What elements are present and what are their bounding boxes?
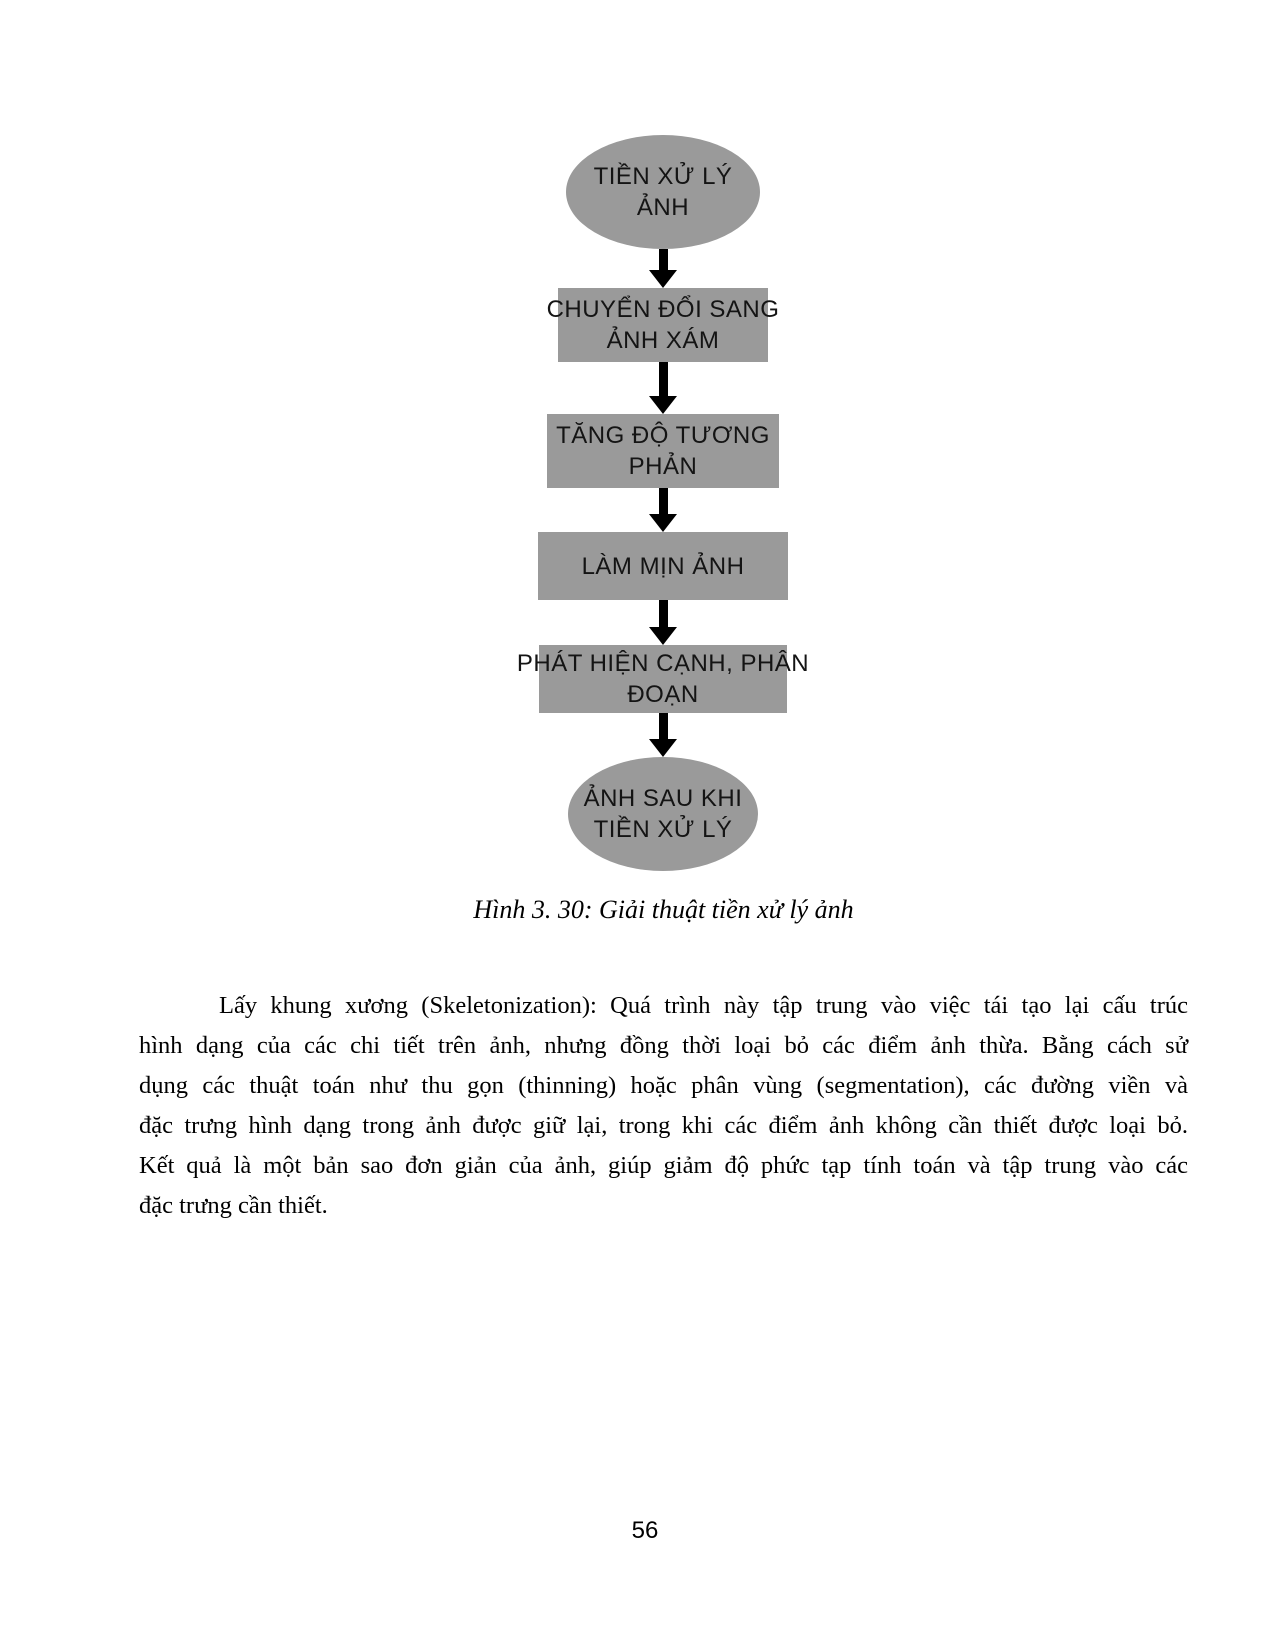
node-label-line: ẢNH	[636, 194, 690, 221]
flowchart-node-smoothing	[538, 532, 788, 600]
node-label-line: ẢNH SAU KHI	[583, 785, 743, 812]
paragraph-line: đặc trưng hình dạng trong ảnh được giữ lại, trong khi các điểm ảnh không cần thiết được loại bỏ.	[139, 1112, 1188, 1139]
arrow-shaft	[659, 249, 668, 270]
page-number: 56	[631, 1517, 659, 1544]
arrow-head	[649, 514, 677, 532]
node-label-line: TĂNG ĐỘ TƯƠNG	[556, 422, 770, 449]
paragraph-line: hình dạng của các chi tiết trên ảnh, nhưng đồng thời loại bỏ các điểm ảnh thừa. Bằng cách sử	[139, 1032, 1188, 1059]
node-label-line: LÀM MỊN ẢNH	[581, 552, 745, 580]
arrow-head	[649, 270, 677, 288]
arrow-down-icon	[649, 600, 677, 645]
arrow-shaft	[659, 600, 668, 627]
figure-caption: Hình 3. 30: Giải thuật tiền xử lý ảnh	[473, 895, 854, 924]
paragraph-line: đặc trưng cần thiết.	[139, 1192, 328, 1219]
node-label-line: CHUYỂN ĐỔI SANG	[546, 296, 780, 323]
flowchart-node-edge-detection	[516, 645, 810, 713]
flowchart-node-contrast	[547, 414, 779, 488]
flowchart-node-grayscale	[546, 288, 780, 362]
arrow-shaft	[659, 488, 668, 514]
arrow-head	[649, 627, 677, 645]
paragraph-line: Kết quả là một bản sao đơn giản của ảnh, giúp giảm độ phức tạp tính toán và tập trung vào các	[139, 1152, 1188, 1179]
node-label-line: ẢNH XÁM	[606, 327, 720, 354]
node-label-line: PHẢN	[628, 453, 698, 480]
flowchart-node-start	[566, 135, 760, 249]
arrow-down-icon	[649, 713, 677, 757]
arrow-down-icon	[649, 488, 677, 532]
node-label-line: TIỀN XỬ LÝ	[593, 163, 733, 190]
node-label-line: ĐOẠN	[627, 681, 699, 708]
paragraph-line: Lấy khung xương (Skeletonization): Quá trình này tập trung vào việc tái tạo lại cấu trúc	[219, 992, 1188, 1019]
arrow-down-icon	[649, 249, 677, 288]
node-label-line: TIỀN XỬ LÝ	[593, 816, 733, 843]
node-label-line: PHÁT HIỆN CẠNH, PHÂN	[516, 650, 810, 677]
arrow-head	[649, 396, 677, 414]
flowchart-node-end	[568, 757, 758, 871]
body-paragraph	[139, 986, 1188, 1226]
arrow-head	[649, 739, 677, 757]
arrow-down-icon	[649, 362, 677, 414]
paragraph-line: dụng các thuật toán như thu gọn (thinning) hoặc phân vùng (segmentation), các đường viền và	[139, 1072, 1188, 1099]
arrow-shaft	[659, 362, 668, 396]
arrow-shaft	[659, 713, 668, 739]
